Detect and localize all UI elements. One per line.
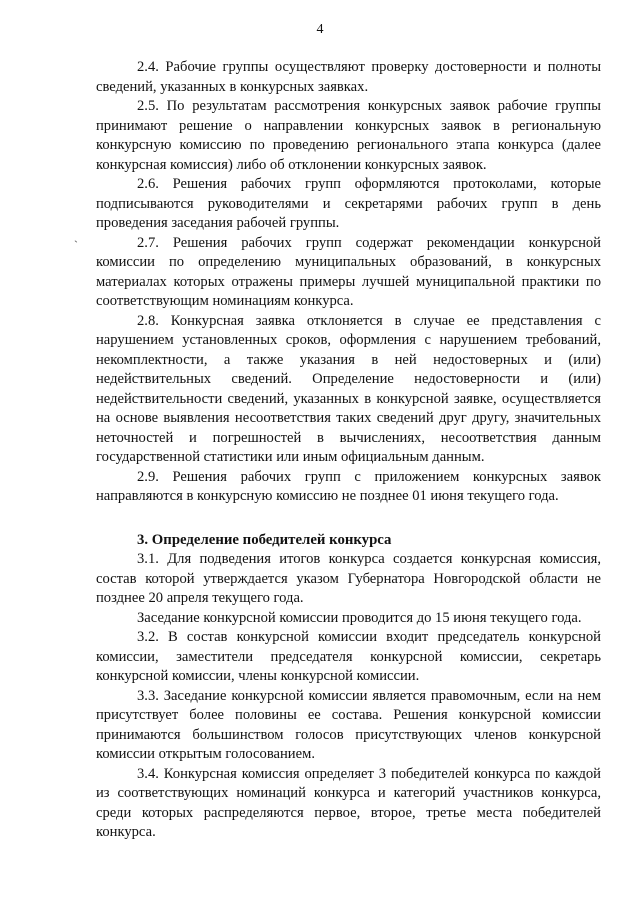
paragraph-3-1: 3.1. Для подведения итогов конкурса создается конкурсная комиссия, состав которой утверждается указом Губернатора Новгородской области не позднее 20 апреля текущего года. xyxy=(96,551,601,606)
paragraph-3-4: 3.4. Конкурсная комиссия определяет 3 победителей конкурса по каждой из соответствующих номинаций конкурса и категорий участников конкурса, среди которых распределяются первое, второе, третье места победителей конкурса. xyxy=(96,765,601,840)
paragraph-3-1-meeting: Заседание конкурсной комиссии проводится до 15 июня текущего года. xyxy=(137,609,582,626)
paragraph-3-3: 3.3. Заседание конкурсной комиссии является правомочным, если на нем присутствует более половины ее состава. Решения конкурсной комиссии принимаются большинством голосов присутствующих членов конкурсной комиссии открытым голосованием. xyxy=(96,687,601,762)
paragraph-2-5: 2.5. По результатам рассмотрения конкурсных заявок рабочие группы принимают решение о направлении конкурсных заявок в региональную конкурсную комиссию по проведению регионального этапа конкурса (далее конкурсная комиссия) либо об отклонении конкурсных заявок. xyxy=(96,98,601,173)
paragraph-2-4: 2.4. Рабочие группы осуществляют проверку достоверности и полноты сведений, указанных в конкурсных заявках. xyxy=(96,59,601,95)
page-number: 4 xyxy=(316,22,324,37)
document-body xyxy=(96,58,601,843)
paragraph-2-7: 2.7. Решения рабочих групп содержат рекомендации конкурсной комиссии по определению муниципальных образований, в конкурсных материалах которых отражены примеры лучшей муниципальной практики по соответствующим номинациям конкурса. xyxy=(96,234,601,309)
paragraph-2-9: 2.9. Решения рабочих групп с приложением конкурсных заявок направляются в конкурсную комиссию не позднее 01 июня текущего года. xyxy=(96,468,601,504)
paragraph-2-6: 2.6. Решения рабочих групп оформляются протоколами, которые подписываются руководителями и секретарями рабочих групп в день проведения заседания рабочей группы. xyxy=(96,176,601,231)
paragraph-2-8: 2.8. Конкурсная заявка отклоняется в случае ее представления с нарушением установленных сроков, оформления с нарушением требований, некомплектности, а также указания в ней недостоверных и (или) недействительных сведений. Определение недостоверности и (или) недействительности сведений, указанных в конкурсной заявке, осуществляется на основе выявления несоответствия таких сведений друг другу, значительных неточностей и погрешностей в вычислениях, несоответствия данным государственной статистики или иным официальным данным. xyxy=(96,312,601,465)
margin-mark: ` xyxy=(74,238,78,252)
section-3-heading: 3. Определение победителей конкурса xyxy=(137,531,392,548)
paragraph-3-2: 3.2. В состав конкурсной комиссии входит председатель конкурсной комиссии, заместители председателя конкурсной комиссии, секретарь конкурсной комиссии, члены конкурсной комиссии. xyxy=(96,629,601,684)
